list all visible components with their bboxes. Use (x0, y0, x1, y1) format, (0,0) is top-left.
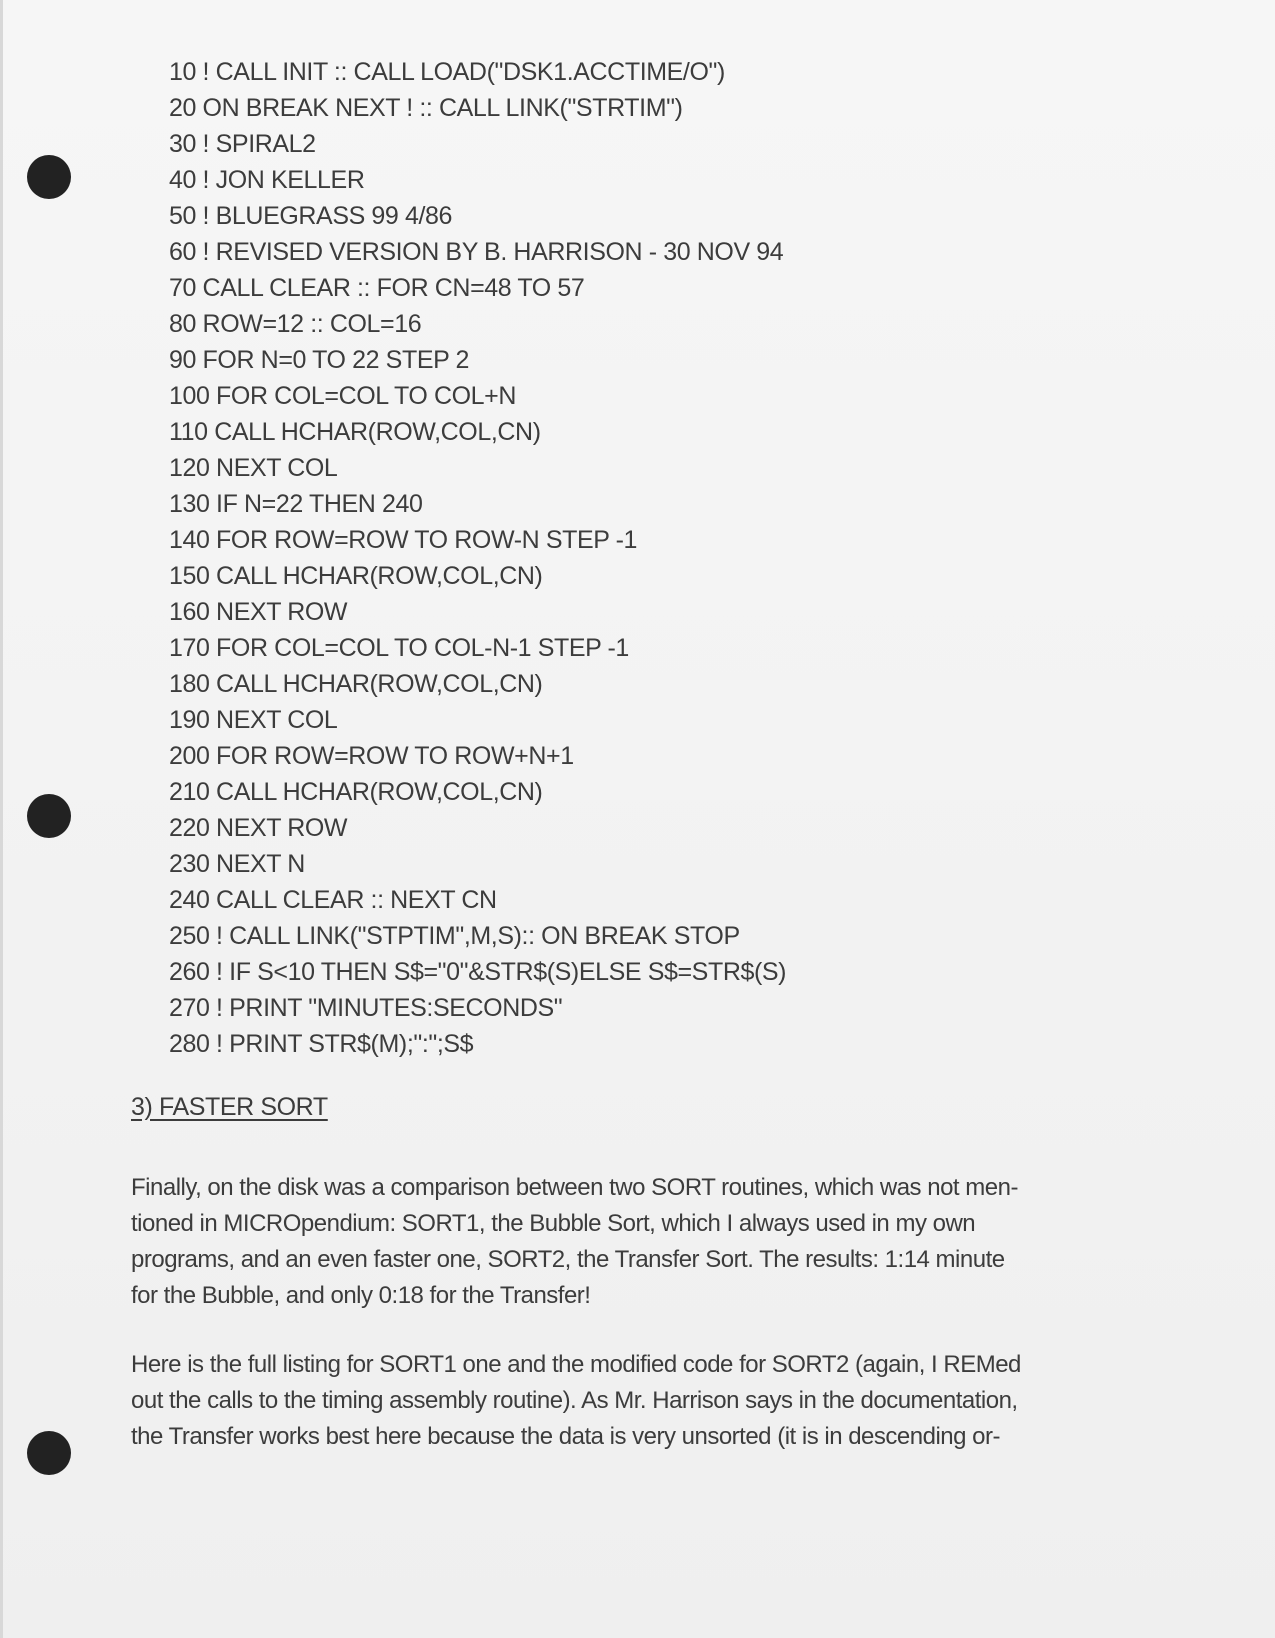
code-line: 30 ! SPIRAL2 (169, 130, 316, 158)
code-line: 90 FOR N=0 TO 22 STEP 2 (169, 346, 469, 374)
paragraph-line: tioned in MICROpendium: SORT1, the Bubble Sort, which I always used in my own (131, 1210, 976, 1237)
paragraph-line: out the calls to the timing assembly routine). As Mr. Harrison says in the documentation, (131, 1387, 1018, 1414)
code-line: 160 NEXT ROW (169, 598, 348, 626)
paragraph-line: the Transfer works best here because the data is very unsorted (it is in descending or- (131, 1423, 1000, 1450)
code-line: 60 ! REVISED VERSION BY B. HARRISON - 30 NOV 94 (169, 238, 784, 266)
code-line: 190 NEXT COL (169, 706, 338, 734)
code-line: 150 CALL HCHAR(ROW,COL,CN) (169, 562, 543, 590)
code-line: 70 CALL CLEAR :: FOR CN=48 TO 57 (169, 274, 585, 302)
punch-hole-top (27, 155, 71, 199)
code-line: 280 ! PRINT STR$(M);":";S$ (169, 1030, 474, 1058)
code-line: 40 ! JON KELLER (169, 166, 365, 194)
paragraph-listing-intro (131, 1347, 1131, 1455)
code-line: 230 NEXT N (169, 850, 305, 878)
code-line: 200 FOR ROW=ROW TO ROW+N+1 (169, 742, 574, 770)
page-edge (0, 0, 3, 1638)
paragraph-line: Finally, on the disk was a comparison between two SORT routines, which was not men- (131, 1174, 1018, 1201)
code-line: 270 ! PRINT "MINUTES:SECONDS" (169, 994, 563, 1022)
code-line: 260 ! IF S<10 THEN S$="0"&STR$(S)ELSE S$=STR$(S) (169, 958, 787, 986)
paragraph-line: for the Bubble, and only 0:18 for the Transfer! (131, 1282, 591, 1309)
code-line: 20 ON BREAK NEXT ! :: CALL LINK("STRTIM") (169, 94, 683, 122)
code-line: 100 FOR COL=COL TO COL+N (169, 382, 517, 410)
code-line: 130 IF N=22 THEN 240 (169, 490, 423, 518)
code-line: 80 ROW=12 :: COL=16 (169, 310, 422, 338)
code-line: 250 ! CALL LINK("STPTIM",M,S):: ON BREAK STOP (169, 922, 740, 950)
code-line: 210 CALL HCHAR(ROW,COL,CN) (169, 778, 543, 806)
punch-hole-middle (27, 794, 71, 838)
code-line: 240 CALL CLEAR :: NEXT CN (169, 886, 497, 914)
code-line: 140 FOR ROW=ROW TO ROW-N STEP -1 (169, 526, 638, 554)
paragraph-line: Here is the full listing for SORT1 one and the modified code for SORT2 (again, I REMed (131, 1351, 1021, 1378)
paragraph-sort-comparison (131, 1170, 1131, 1314)
code-line: 50 ! BLUEGRASS 99 4/86 (169, 202, 453, 230)
code-line: 180 CALL HCHAR(ROW,COL,CN) (169, 670, 543, 698)
code-line: 10 ! CALL INIT :: CALL LOAD("DSK1.ACCTIME/O") (169, 58, 725, 86)
code-line: 120 NEXT COL (169, 454, 338, 482)
code-line: 110 CALL HCHAR(ROW,COL,CN) (169, 418, 541, 446)
punch-hole-bottom (27, 1431, 71, 1475)
section-heading: 3) FASTER SORT (131, 1093, 328, 1121)
code-line: 220 NEXT ROW (169, 814, 348, 842)
code-listing (169, 54, 786, 1062)
code-line: 170 FOR COL=COL TO COL-N-1 STEP -1 (169, 634, 629, 662)
paragraph-line: programs, and an even faster one, SORT2, the Transfer Sort. The results: 1:14 minute (131, 1246, 1005, 1273)
